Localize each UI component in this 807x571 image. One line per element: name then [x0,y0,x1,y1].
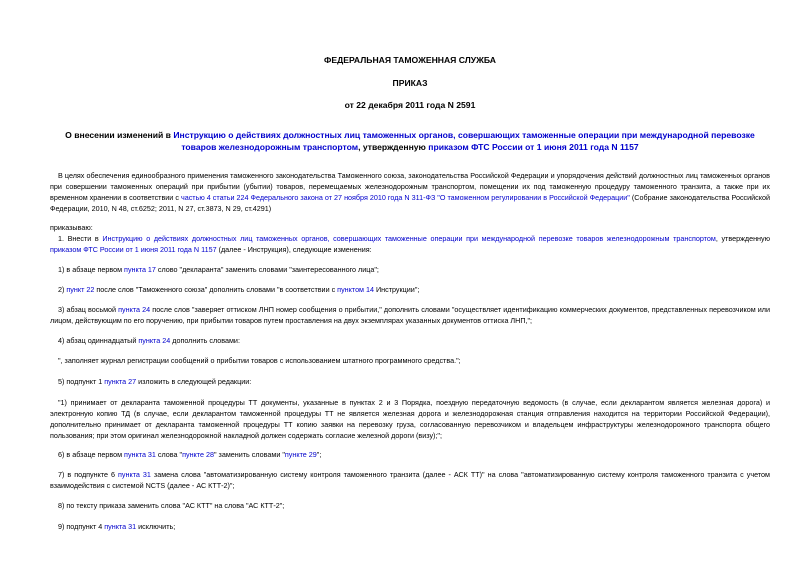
subitem-4 [50,335,770,346]
title-text: О внесении изменений в [65,130,174,140]
subitem-text: "; [316,450,322,459]
subitem-text: замена слова "автоматизированную систему контроля таможенного транзита (далее - АСК ТТ)" на слова "автоматизированную систему контроля таможенного транзита с учетом взаимодействия с системой NCTS (далее - АС КТТ-2)"; [50,470,770,490]
point-31-link[interactable]: пункта 31 [104,522,137,531]
preamble-text: В целях обеспечения единообразного применения таможенного законодательства Таможенного союза, законодательства Российской Федерации и упорядочения действий должностных лиц таможенных органов при совершении таможенных операций при прибытии (убытии) товаров, перемещаемых железнодорожным транспортом, помещении их под таможенную процедуру таможенного транзита, а также при их временном хранении в соответствии с [50,171,770,202]
order-word: приказываю: [50,223,93,232]
org-name: ФЕДЕРАЛЬНАЯ ТАМОЖЕННАЯ СЛУЖБА [324,55,496,65]
subitem-text: Инструкции"; [374,285,420,294]
subitem-text: 3) абзац восьмой [58,305,119,314]
doc-type: ПРИКАЗ [392,78,428,88]
point-27-link[interactable]: пункта 27 [104,377,137,386]
subitem-text: слово "декларанта" заменить словами "заинтересованного лица"; [155,265,379,274]
subitem-2: 2) пункт 22 после слов "Таможенного союза" дополнить словами "в соответствии с пунктом 14 Инструкции"; [58,285,420,294]
subitem-5-quote: "1) принимает от декларанта таможенной процедуры ТТ документы, указанные в пунктах 2 и 3 Порядка, поездную передаточную ведомость (в случае, если декларантом является железная дорога) и электронную копию ТД (в случае, если декларантом таможенной процедуры ТТ не является железная дорога и железнодорожная станция отправления находится на территории Российской Федерации), дополнительно принимает от декларанта таможенной процедуры ТТ копию заявки на перевозку груза, согласованную перевозчиком и владельцем инфраструктуры железнодорожного транспорта общего пользования; при этом оригинал железнодорожной накладной должен содержать согласие железной дороги (визу);"; [50,398,770,440]
item-text: (далее - Инструкция), следующие изменения: [216,245,372,254]
subitem-text: 4) абзац одиннадцатый [58,336,139,345]
subitem-6 [50,449,770,460]
point-24-link[interactable]: пункта 24 [138,336,171,345]
subitem-text: после слов "заверяет оттиском ЛНП номер сообщения о прибытии," дополнить словами "осуществляет идентификацию коммерческих документов, представленных перевозчиком или лицом, действующим по его поручению, при прибытии товаров путем проставления на двух экземплярах указанных документов оттиска ЛНП,"; [50,305,770,325]
title-text: , утвержденную [358,142,429,152]
subitem-3 [50,304,770,326]
law-311-link[interactable]: частью 4 статьи 224 Федерального закона от 27 ноября 2010 года N 311-ФЗ "О таможенном регулировании в Российской Федерации" [180,193,630,202]
order-1157-link[interactable]: приказом ФТС России от 1 июня 2011 года N 1157 [428,142,639,152]
point-29-link[interactable]: пункте 29 [284,450,317,459]
subitem-9 [50,521,770,532]
order-1157-link[interactable]: приказом ФТС России от 1 июня 2011 года N 1157 [50,245,217,254]
preamble-text: (Собрание законодательства Российской Федерации, 2010, N 48, ст.6252; 2011, N 27, ст.3873, N 29, ст.4291) [50,193,770,213]
subitem-text: 7) в подпункте 6 [58,470,119,479]
subitem-4-quote: ", заполняет журнал регистрации сообщений о прибытии товаров с использованием штатного программного средства."; [58,356,461,365]
subitem-7 [50,469,770,491]
subitem-text: после слов "Таможенного союза" дополнить словами "в соответствии с [94,285,338,294]
subitem-text: исключить; [136,522,176,531]
point-24-link[interactable]: пункта 24 [118,305,151,314]
subitem-text: " заменить словами " [213,450,285,459]
subitem-text: 9) подпункт 4 [58,522,105,531]
point-28-link[interactable]: пункте 28 [182,450,214,459]
preamble [50,170,770,214]
point-17-link[interactable]: пункта 17 [124,265,156,274]
doc-title [50,129,770,153]
item-text: 1. Внести в [58,234,103,243]
subitem-text: слова " [155,450,183,459]
point-31-link[interactable]: пункта 31 [118,470,151,479]
subitem-8: 8) по тексту приказа заменить слова "АС КТТ" на слова "АС КТТ-2"; [58,501,285,510]
item-1 [50,233,770,255]
item-text: , утвержденную [715,234,770,243]
doc-date: от 22 декабря 2011 года N 2591 [344,100,476,110]
point-14-link[interactable]: пунктом 14 [337,285,374,294]
subitem-text: дополнить словами: [170,336,240,345]
subitem-text: изложить в следующей редакции: [136,377,252,386]
subitem-text: 1) в абзаце первом [58,265,125,274]
instruction-link[interactable]: Инструкцию о действиях должностных лиц таможенных органов, совершающих таможенные операции при международной перевозке товаров железнодорожным транспортом [173,130,755,152]
subitem-text: 5) подпункт 1 [58,377,105,386]
subitem-1 [50,264,770,275]
subitem-text: 6) в абзаце первом [58,450,125,459]
point-22-link[interactable]: пункт 22 [66,285,95,294]
subitem-5 [50,376,770,387]
point-31-link[interactable]: пункта 31 [124,450,156,459]
instruction-link[interactable]: Инструкцию о действиях должностных лиц таможенных органов, совершающих таможенные операции при международной перевозке товаров железнодорожным транспортом [102,234,716,243]
